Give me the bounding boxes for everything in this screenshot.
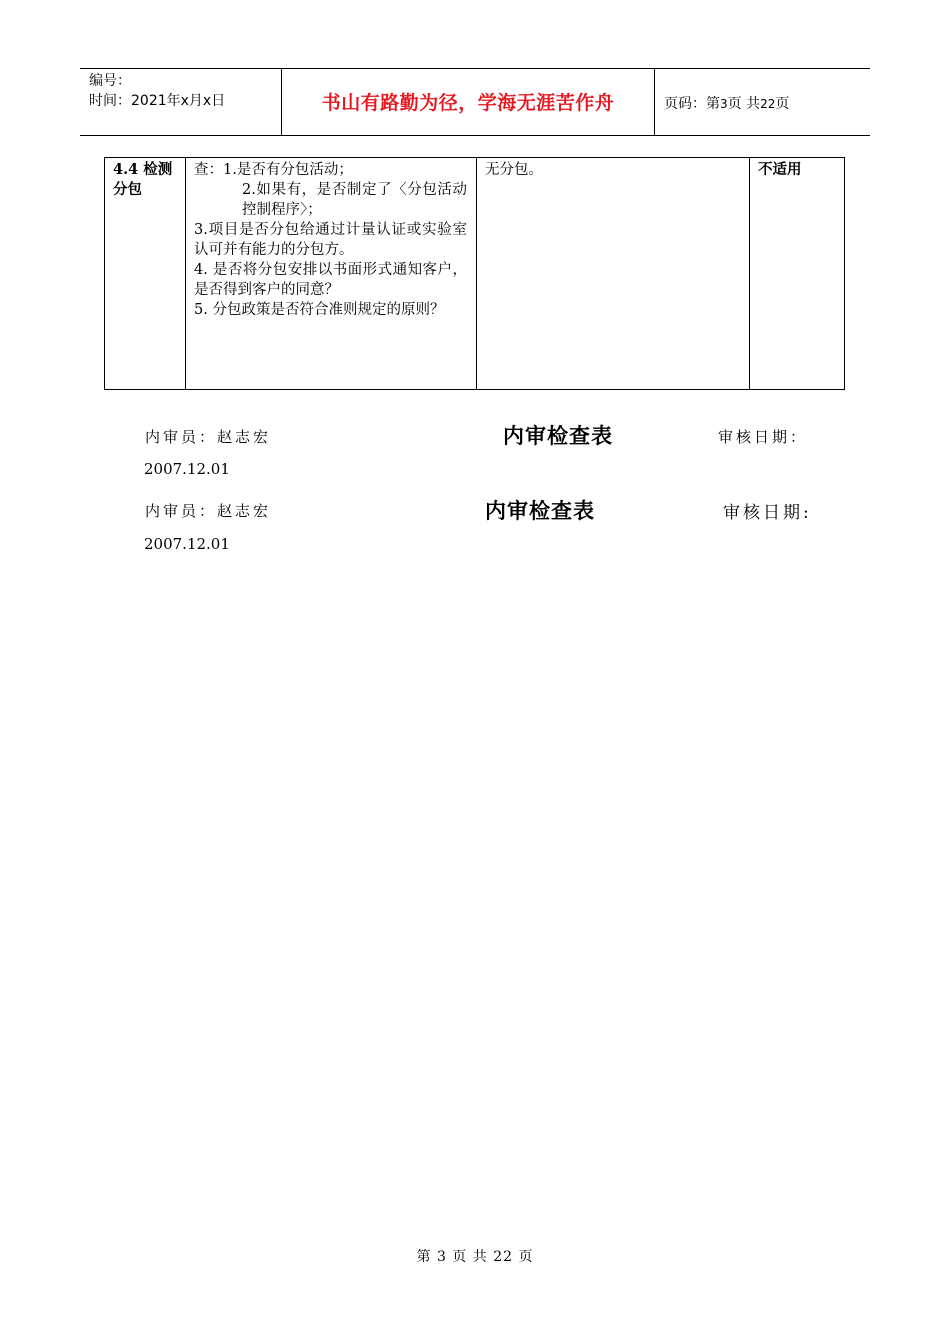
header-page-number xyxy=(664,93,789,113)
page-current: 3 xyxy=(720,97,728,111)
header-motto: 书山有路勤为径，学海无涯苦作舟 xyxy=(321,92,615,114)
header-bottom-rule xyxy=(80,135,870,136)
page-footer: 第 3 页 共 22 页 xyxy=(416,1249,534,1265)
header-divider-right xyxy=(654,68,655,136)
column-divider xyxy=(749,158,750,389)
check-item: 3.项目是否分包给通过计量认证或实验室认可并有能力的分包方。 xyxy=(194,222,467,258)
page-suffix: 页 xyxy=(775,96,790,112)
auditor-name: 内审员：赵志宏 xyxy=(145,502,272,520)
column-divider xyxy=(476,158,477,389)
auditor-name: 内审员：赵志宏 xyxy=(145,428,272,446)
check-item: 4. 是否将分包安排以书面形式通知客户，是否得到客户的同意？ xyxy=(194,262,467,298)
document-number-label: 编号： xyxy=(89,73,131,89)
check-items-cell xyxy=(194,160,467,320)
header-top-rule xyxy=(80,68,870,69)
checklist-title: 内审检查表 xyxy=(503,424,613,448)
page-total: 22 xyxy=(760,97,776,111)
review-date-label: 审核日期: xyxy=(723,503,812,523)
page-mid: 页 共 xyxy=(727,96,761,112)
check-item: 查：1.是否有分包活动； xyxy=(194,162,353,178)
review-date-label: 审核日期： xyxy=(718,428,809,446)
checklist-title: 内审检查表 xyxy=(485,499,595,523)
review-date: 2007.12.01 xyxy=(144,535,230,553)
header-meta xyxy=(89,71,225,111)
finding-cell: 无分包。 xyxy=(485,162,543,178)
check-item: 2.如果有，是否制定了〈分包活动控制程序〉； xyxy=(242,182,467,218)
audit-table xyxy=(104,157,845,390)
clause-cell: 4.4 检测分包 xyxy=(113,161,173,198)
review-date: 2007.12.01 xyxy=(144,460,230,478)
document-time: 时间：2021年x月x日 xyxy=(89,93,226,109)
result-cell: 不适用 xyxy=(758,162,802,178)
check-item: 5. 分包政策是否符合准则规定的原则？ xyxy=(194,302,445,318)
column-divider xyxy=(185,158,186,389)
page-prefix: 页码：第 xyxy=(664,96,720,112)
